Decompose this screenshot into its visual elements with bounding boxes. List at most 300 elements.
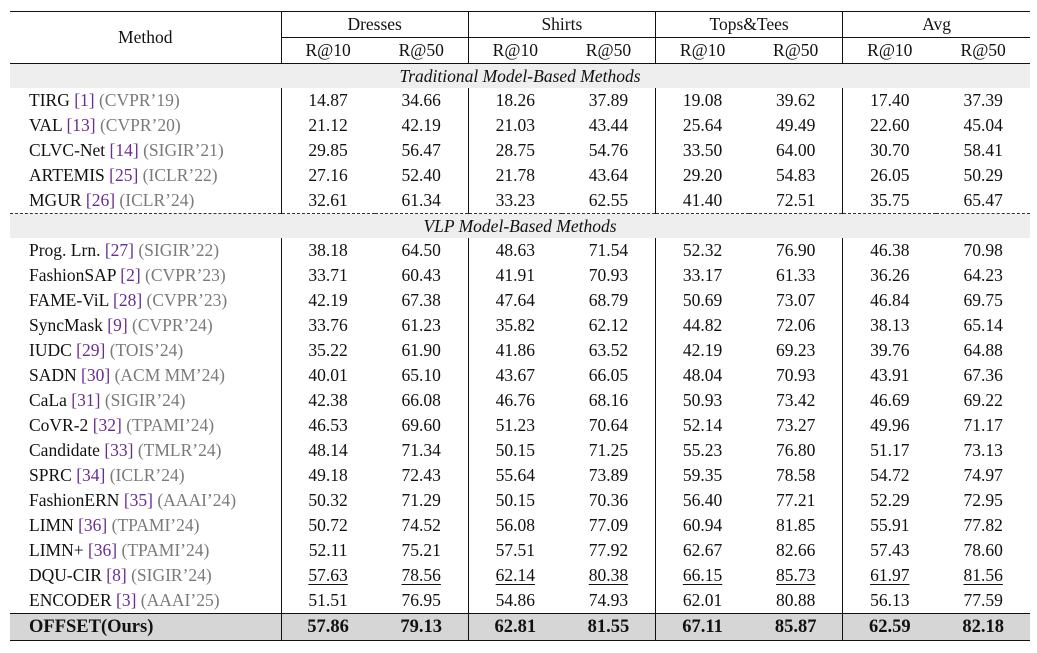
value-text: 41.91: [495, 265, 535, 285]
value-text: 58.41: [963, 140, 1003, 160]
citation-link[interactable]: [36]: [87, 540, 118, 560]
value-text: 37.89: [588, 90, 629, 110]
value-cell: [375, 363, 469, 388]
value-text: 48.14: [308, 440, 348, 460]
value-text: 38.18: [308, 240, 348, 260]
value-text: 77.09: [588, 515, 629, 535]
value-text: 39.76: [870, 340, 910, 360]
value-text: 46.84: [870, 290, 910, 310]
value-cell: [468, 138, 562, 163]
value-cell: [749, 538, 843, 563]
value-cell: [562, 263, 656, 288]
ours-value-cell: 62.59: [843, 614, 937, 641]
value-text: 35.22: [308, 340, 348, 360]
value-cell: [468, 413, 562, 438]
value-text: 51.23: [495, 415, 535, 435]
value-cell: [936, 113, 1030, 138]
value-cell: [656, 463, 750, 488]
value-cell: [375, 163, 469, 188]
value-text: 17.40: [870, 90, 910, 110]
value-cell: [562, 163, 656, 188]
citation-link[interactable]: [1]: [74, 90, 95, 110]
value-cell: [375, 238, 469, 263]
ours-value-cell: 82.18: [936, 614, 1030, 641]
ours-value-cell: 79.13: [375, 614, 469, 641]
value-text: 21.78: [495, 165, 535, 185]
value-text: 33.71: [308, 265, 348, 285]
value-text: 42.19: [682, 340, 723, 360]
value-text: 65.14: [963, 315, 1003, 335]
citation-link[interactable]: [32]: [92, 415, 122, 435]
citation-link[interactable]: [31]: [71, 390, 101, 410]
value-cell: [749, 513, 843, 538]
value-cell: [562, 88, 656, 113]
method-cell: [10, 563, 281, 588]
value-text: 80.88: [775, 590, 816, 610]
method-cell: [10, 463, 281, 488]
value-cell: [749, 388, 843, 413]
value-text: 55.64: [495, 465, 535, 485]
section-title: Traditional Model-Based Methods: [10, 64, 1030, 89]
value-text: 42.19: [308, 290, 348, 310]
value-text: 77.59: [963, 590, 1003, 610]
value-cell: [468, 438, 562, 463]
method-name: SyncMask: [29, 315, 103, 335]
value-text: 52.11: [308, 540, 348, 560]
ours-value-cell: 57.86: [281, 614, 375, 641]
value-text: 32.61: [308, 190, 348, 210]
value-cell: [375, 313, 469, 338]
metric-header: R@10: [468, 38, 562, 64]
value-text: 73.42: [775, 390, 816, 410]
value-cell: [656, 113, 750, 138]
value-cell: [562, 113, 656, 138]
venue-label: (CVPR’24): [132, 315, 213, 335]
venue-label: (TPAMI’24): [121, 540, 210, 560]
table-row: [10, 363, 1030, 388]
value-cell: [562, 238, 656, 263]
venue-label: (SIGIR’24): [131, 565, 212, 585]
value-cell: [281, 538, 375, 563]
method-cell: [10, 388, 281, 413]
value-text: 73.07: [775, 290, 816, 310]
value-text: 69.60: [401, 415, 441, 435]
value-cell: [375, 388, 469, 413]
value-text: 48.04: [682, 365, 723, 385]
value-text: 19.08: [682, 90, 723, 110]
ours-method-name: OFFSET(Ours): [10, 614, 281, 641]
value-text: 77.82: [963, 515, 1003, 535]
value-cell: [281, 288, 375, 313]
value-cell: [936, 263, 1030, 288]
value-cell: [468, 488, 562, 513]
value-text: 49.18: [308, 465, 348, 485]
value-text: 73.89: [588, 465, 629, 485]
value-text: 62.12: [588, 315, 629, 335]
value-text: 37.39: [963, 90, 1003, 110]
value-text: 50.32: [308, 490, 348, 510]
value-text: 66.15: [682, 565, 723, 585]
value-text: 70.93: [588, 265, 629, 285]
citation-link[interactable]: [30]: [81, 365, 111, 385]
table-row: [10, 488, 1030, 513]
value-text: 73.13: [963, 440, 1003, 460]
value-text: 27.16: [308, 165, 348, 185]
value-text: 65.47: [963, 190, 1003, 210]
value-text: 43.44: [588, 115, 629, 135]
citation-link[interactable]: [25]: [109, 165, 139, 185]
value-cell: [281, 88, 375, 113]
value-cell: [749, 188, 843, 214]
value-cell: [281, 413, 375, 438]
value-text: 70.64: [588, 415, 629, 435]
citation-link[interactable]: [26]: [85, 190, 116, 210]
citation-link[interactable]: [8]: [106, 565, 127, 585]
value-cell: [468, 538, 562, 563]
citation-link[interactable]: [2]: [120, 265, 141, 285]
value-text: 26.05: [870, 165, 910, 185]
value-text: 43.67: [495, 365, 535, 385]
value-text: 52.29: [870, 490, 910, 510]
value-cell: [843, 363, 937, 388]
table-row: [10, 538, 1030, 563]
value-text: 70.36: [588, 490, 629, 510]
value-cell: [749, 163, 843, 188]
value-text: 54.83: [775, 165, 816, 185]
value-cell: [843, 138, 937, 163]
venue-label: (ICLR’22): [142, 165, 218, 185]
citation-link[interactable]: [27]: [104, 240, 134, 260]
value-cell: [749, 238, 843, 263]
method-name: CLVC-Net: [29, 140, 106, 160]
value-cell: [281, 263, 375, 288]
method-cell: [10, 288, 281, 313]
value-text: 46.38: [870, 240, 910, 260]
value-cell: [281, 338, 375, 363]
method-name: ARTEMIS: [29, 165, 105, 185]
value-text: 64.00: [775, 140, 816, 160]
value-text: 36.26: [870, 265, 910, 285]
value-cell: [468, 338, 562, 363]
value-text: 56.40: [682, 490, 723, 510]
value-text: 71.17: [963, 415, 1003, 435]
value-cell: [936, 188, 1030, 214]
table-row: [10, 413, 1030, 438]
value-cell: [468, 288, 562, 313]
metric-header: R@50: [375, 38, 469, 64]
value-cell: [281, 238, 375, 263]
header-row-groups: [10, 12, 1030, 38]
value-cell: [468, 113, 562, 138]
value-cell: [468, 188, 562, 214]
value-text: 54.72: [870, 465, 910, 485]
method-cell: [10, 363, 281, 388]
value-cell: [281, 363, 375, 388]
value-text: 64.88: [963, 340, 1003, 360]
value-cell: [749, 288, 843, 313]
value-text: 48.63: [495, 240, 535, 260]
value-text: 60.43: [401, 265, 441, 285]
citation-link[interactable]: [33]: [104, 440, 134, 460]
value-text: 33.17: [682, 265, 723, 285]
value-text: 25.64: [682, 115, 723, 135]
value-text: 34.66: [401, 90, 441, 110]
value-cell: [281, 463, 375, 488]
section-title: VLP Model-Based Methods: [10, 214, 1030, 239]
value-text: 18.26: [495, 90, 535, 110]
value-cell: [281, 188, 375, 214]
value-cell: [936, 138, 1030, 163]
method-header: Method: [10, 12, 281, 64]
value-text: 73.27: [775, 415, 816, 435]
value-text: 80.38: [588, 565, 629, 585]
value-text: 72.43: [401, 465, 441, 485]
value-cell: [843, 263, 937, 288]
value-text: 76.95: [401, 590, 441, 610]
citation-link[interactable]: [28]: [113, 290, 143, 310]
value-cell: [375, 188, 469, 214]
method-cell: [10, 488, 281, 513]
value-text: 56.47: [401, 140, 441, 160]
metric-header: R@50: [936, 38, 1030, 64]
value-text: 28.75: [495, 140, 535, 160]
value-cell: [281, 388, 375, 413]
value-text: 52.40: [401, 165, 441, 185]
value-text: 46.69: [870, 390, 910, 410]
value-cell: [656, 363, 750, 388]
value-text: 33.76: [308, 315, 348, 335]
value-cell: [843, 288, 937, 313]
value-cell: [656, 88, 750, 113]
value-text: 72.51: [775, 190, 816, 210]
value-text: 29.85: [308, 140, 348, 160]
citation-link[interactable]: [34]: [76, 465, 106, 485]
value-cell: [749, 313, 843, 338]
value-text: 43.91: [870, 365, 910, 385]
value-text: 71.34: [401, 440, 441, 460]
value-cell: [375, 438, 469, 463]
value-text: 45.04: [963, 115, 1003, 135]
value-text: 78.56: [401, 565, 441, 585]
value-cell: [375, 513, 469, 538]
value-text: 61.90: [401, 340, 441, 360]
venue-label: (TMLR’24): [137, 440, 222, 460]
venue-label: (CVPR’19): [98, 90, 180, 110]
method-cell: [10, 163, 281, 188]
value-cell: [656, 413, 750, 438]
value-text: 50.29: [963, 165, 1003, 185]
value-text: 46.53: [308, 415, 348, 435]
value-cell: [843, 488, 937, 513]
value-cell: [468, 163, 562, 188]
value-text: 62.55: [588, 190, 629, 210]
method-name: CaLa: [29, 390, 67, 410]
venue-label: (CVPR’23): [145, 265, 226, 285]
table-row: [10, 238, 1030, 263]
group-header-topstees: Tops&Tees: [656, 12, 843, 38]
table-row: [10, 388, 1030, 413]
value-text: 72.95: [963, 490, 1003, 510]
value-cell: [936, 88, 1030, 113]
venue-label: (SIGIR’21): [143, 140, 224, 160]
value-text: 49.49: [775, 115, 816, 135]
value-cell: [843, 413, 937, 438]
value-cell: [749, 588, 843, 614]
table-row: [10, 113, 1030, 138]
value-cell: [468, 588, 562, 614]
table-row: [10, 163, 1030, 188]
table-row: [10, 138, 1030, 163]
value-cell: [468, 363, 562, 388]
value-text: 55.91: [870, 515, 910, 535]
value-cell: [281, 113, 375, 138]
value-text: 54.76: [588, 140, 629, 160]
venue-label: (ACM MM’24): [114, 365, 225, 385]
method-cell: [10, 313, 281, 338]
table-row: [10, 463, 1030, 488]
venue-label: (AAAI’25): [140, 590, 220, 610]
citation-link[interactable]: [29]: [76, 340, 106, 360]
citation-link[interactable]: [35]: [123, 490, 153, 510]
value-cell: [375, 588, 469, 614]
method-name: Candidate: [29, 440, 100, 460]
value-text: 55.23: [682, 440, 723, 460]
value-text: 41.40: [682, 190, 723, 210]
value-cell: [375, 463, 469, 488]
method-cell: [10, 88, 281, 113]
value-text: 47.64: [495, 290, 535, 310]
value-text: 61.23: [401, 315, 441, 335]
value-cell: [843, 338, 937, 363]
value-cell: [936, 563, 1030, 588]
value-text: 65.10: [401, 365, 441, 385]
value-text: 78.58: [775, 465, 816, 485]
table-row: [10, 188, 1030, 214]
method-cell: [10, 188, 281, 214]
value-cell: [468, 513, 562, 538]
value-text: 51.51: [308, 590, 348, 610]
value-text: 61.34: [401, 190, 441, 210]
value-cell: [843, 113, 937, 138]
value-text: 41.86: [495, 340, 535, 360]
method-cell: [10, 513, 281, 538]
method-name: CoVR-2: [29, 415, 89, 435]
value-text: 76.80: [775, 440, 816, 460]
value-cell: [843, 588, 937, 614]
value-text: 72.06: [775, 315, 816, 335]
value-cell: [562, 388, 656, 413]
venue-label: (CVPR’20): [99, 115, 181, 135]
method-cell: [10, 263, 281, 288]
results-table: [10, 11, 1030, 641]
method-name: FashionSAP: [29, 265, 116, 285]
table-row: [10, 563, 1030, 588]
table-row: [10, 513, 1030, 538]
value-cell: [281, 513, 375, 538]
method-cell: [10, 238, 281, 263]
value-cell: [749, 138, 843, 163]
ours-value-cell: 81.55: [562, 614, 656, 641]
value-cell: [843, 538, 937, 563]
ours-value-cell: 62.81: [468, 614, 562, 641]
value-text: 50.93: [682, 390, 723, 410]
value-cell: [562, 488, 656, 513]
value-cell: [656, 338, 750, 363]
value-cell: [749, 88, 843, 113]
value-cell: [656, 313, 750, 338]
value-cell: [749, 113, 843, 138]
method-name: FashionERN: [29, 490, 120, 510]
citation-link[interactable]: [13]: [66, 115, 96, 135]
value-text: 50.15: [495, 490, 535, 510]
venue-label: (CVPR’23): [146, 290, 228, 310]
value-cell: [375, 113, 469, 138]
value-cell: [749, 488, 843, 513]
value-cell: [281, 563, 375, 588]
citation-link[interactable]: [9]: [107, 315, 128, 335]
value-cell: [562, 588, 656, 614]
value-cell: [656, 438, 750, 463]
value-cell: [843, 313, 937, 338]
citation-link[interactable]: [14]: [109, 140, 139, 160]
method-name: Prog. Lrn.: [29, 240, 101, 260]
group-header-dresses: Dresses: [281, 12, 468, 38]
value-cell: [468, 263, 562, 288]
value-cell: [562, 188, 656, 214]
value-cell: [936, 513, 1030, 538]
value-cell: [656, 263, 750, 288]
value-text: 21.12: [308, 115, 348, 135]
method-cell: [10, 413, 281, 438]
value-cell: [936, 588, 1030, 614]
value-cell: [749, 438, 843, 463]
value-cell: [936, 163, 1030, 188]
citation-link[interactable]: [36]: [78, 515, 108, 535]
value-cell: [656, 538, 750, 563]
method-name: FAME-ViL: [29, 290, 109, 310]
value-cell: [562, 438, 656, 463]
value-text: 35.82: [495, 315, 535, 335]
ours-row: [10, 614, 1030, 641]
value-text: 14.87: [308, 90, 348, 110]
value-text: 49.96: [870, 415, 910, 435]
value-cell: [843, 238, 937, 263]
value-cell: [656, 188, 750, 214]
value-text: 68.79: [588, 290, 629, 310]
value-cell: [936, 238, 1030, 263]
metric-header: R@50: [562, 38, 656, 64]
method-name: DQU-CIR: [29, 565, 102, 585]
value-text: 76.90: [775, 240, 816, 260]
value-text: 69.75: [963, 290, 1003, 310]
value-text: 46.76: [495, 390, 535, 410]
citation-link[interactable]: [3]: [116, 590, 137, 610]
method-name: VAL: [29, 115, 63, 135]
value-text: 64.50: [401, 240, 441, 260]
method-name: IUDC: [29, 340, 72, 360]
value-cell: [468, 238, 562, 263]
value-cell: [749, 463, 843, 488]
value-text: 43.64: [588, 165, 629, 185]
value-cell: [562, 463, 656, 488]
venue-label: (TPAMI’24): [126, 415, 215, 435]
value-text: 60.94: [682, 515, 723, 535]
value-text: 56.08: [495, 515, 535, 535]
value-cell: [281, 488, 375, 513]
value-cell: [843, 188, 937, 214]
value-cell: [375, 413, 469, 438]
value-text: 62.14: [495, 565, 535, 585]
